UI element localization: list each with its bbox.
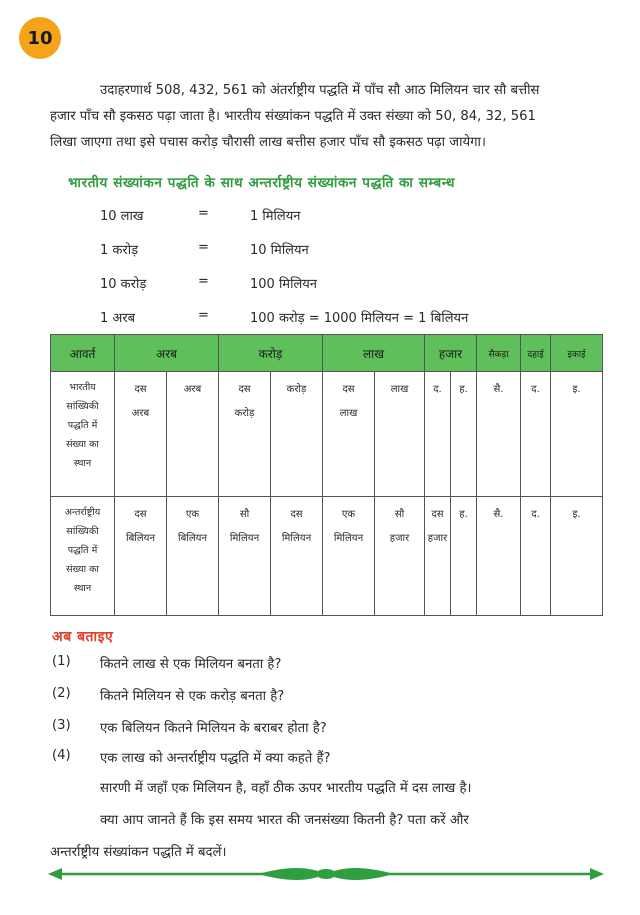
table-cell: एक बिलियन: [167, 497, 219, 616]
table-cell: दस हजार: [425, 497, 451, 616]
table-row-indian: [51, 372, 603, 497]
table-cell: दस बिलियन: [115, 497, 167, 616]
paragraph-line: हजार पाँच सौ इकसठ पढ़ा जाता है। भारतीय संख्यांकन पद्धति में उक्त संख्या को 50, 84, 32, 561: [50, 109, 536, 124]
table-header-row: [51, 335, 603, 372]
table-cell: सै.: [477, 497, 521, 616]
closing-line: अन्तर्राष्ट्रीय संख्यांकन पद्धति में बदलें।: [50, 845, 227, 860]
questions-title: अब बताइए: [52, 629, 114, 645]
closing-line: क्या आप जानते हैं कि इस समय भारत की जनसंख्या कितनी है? पता करें और: [100, 813, 469, 828]
equals-sign: =: [198, 206, 209, 221]
table-cell: द.: [425, 372, 451, 497]
question-number: (2): [52, 686, 71, 701]
header-tens: दहाई: [521, 335, 551, 372]
equivalence-rhs: 100 करोड़ = 1000 मिलियन = 1 बिलियन: [250, 311, 469, 326]
section-heading: भारतीय संख्यांकन पद्धति के साथ अन्तर्राष्ट्रीय संख्यांकन पद्धति का सम्बन्ध: [68, 175, 456, 191]
equivalence-rhs: 10 मिलियन: [250, 243, 309, 258]
table-cell: द.: [521, 372, 551, 497]
table-cell: इ.: [551, 497, 603, 616]
table-cell: दस अरब: [115, 372, 167, 497]
table-cell: ह.: [451, 497, 477, 616]
table-cell: द.: [521, 497, 551, 616]
question-number: (1): [52, 654, 71, 669]
question-text: कितने मिलियन से एक करोड़ बनता है?: [100, 689, 285, 704]
header-lakh: लाख: [323, 335, 425, 372]
table-cell: सौ हजार: [375, 497, 425, 616]
row-label-indian: भारतीय सांख्यिकी पद्धति में संख्या का स्थान: [51, 372, 115, 497]
equivalence-lhs: 10 करोड़: [100, 277, 147, 292]
question-number: (3): [52, 718, 71, 733]
table-cell: एक मिलियन: [323, 497, 375, 616]
closing-line: सारणी में जहाँ एक मिलियन है, वहाँ ठीक ऊपर भारतीय पद्धति में दस लाख है।: [100, 781, 472, 796]
header-ones: इकाई: [551, 335, 603, 372]
decorative-divider: [48, 864, 604, 884]
table-cell: लाख: [375, 372, 425, 497]
equivalence-lhs: 10 लाख: [100, 209, 144, 224]
header-hundreds: सैकड़ा: [477, 335, 521, 372]
header-arab: अरब: [115, 335, 219, 372]
table-cell: दस करोड़: [219, 372, 271, 497]
equivalence-lhs: 1 करोड़: [100, 243, 139, 258]
equals-sign: =: [198, 274, 209, 289]
table-cell: ह.: [451, 372, 477, 497]
header-thousand: हजार: [425, 335, 477, 372]
table-cell: इ.: [551, 372, 603, 497]
equivalence-lhs: 1 अरब: [100, 311, 136, 326]
table-cell: दस मिलियन: [271, 497, 323, 616]
question-text: कितने लाख से एक मिलियन बनता है?: [100, 657, 282, 672]
paragraph-line: लिखा जाएगा तथा इसे पचास करोड़ चौरासी लाख बत्तीस हजार पाँच सौ इकसठ पढ़ा जायेगा।: [50, 135, 486, 150]
question-text: एक लाख को अन्तर्राष्ट्रीय पद्धति में क्या कहते हैं?: [100, 751, 331, 766]
table-cell: अरब: [167, 372, 219, 497]
table-cell: सै.: [477, 372, 521, 497]
question-text: एक बिलियन कितने मिलियन के बराबर होता है?: [100, 721, 327, 736]
row-label-international: अन्तर्राष्ट्रीय सांख्यिकी पद्धति में संख्या का स्थान: [51, 497, 115, 616]
equivalence-rhs: 1 मिलियन: [250, 209, 301, 224]
header-crore: करोड़: [219, 335, 323, 372]
equals-sign: =: [198, 240, 209, 255]
table-cell: करोड़: [271, 372, 323, 497]
table-row-international: [51, 497, 603, 616]
page-number-badge: 10: [19, 17, 61, 59]
question-number: (4): [52, 748, 71, 763]
place-value-table: [50, 334, 603, 616]
equals-sign: =: [198, 308, 209, 323]
paragraph-line: उदाहरणार्थ 508, 432, 561 को अंतर्राष्ट्रीय पद्धति में पाँच सौ आठ मिलियन चार सौ बत्तीस: [100, 83, 540, 98]
equivalence-rhs: 100 मिलियन: [250, 277, 318, 292]
intro-paragraph: [50, 78, 602, 156]
closing-paragraph: [50, 773, 602, 869]
header-period: आवर्त: [51, 335, 115, 372]
table-cell: दस लाख: [323, 372, 375, 497]
table-cell: सौ मिलियन: [219, 497, 271, 616]
